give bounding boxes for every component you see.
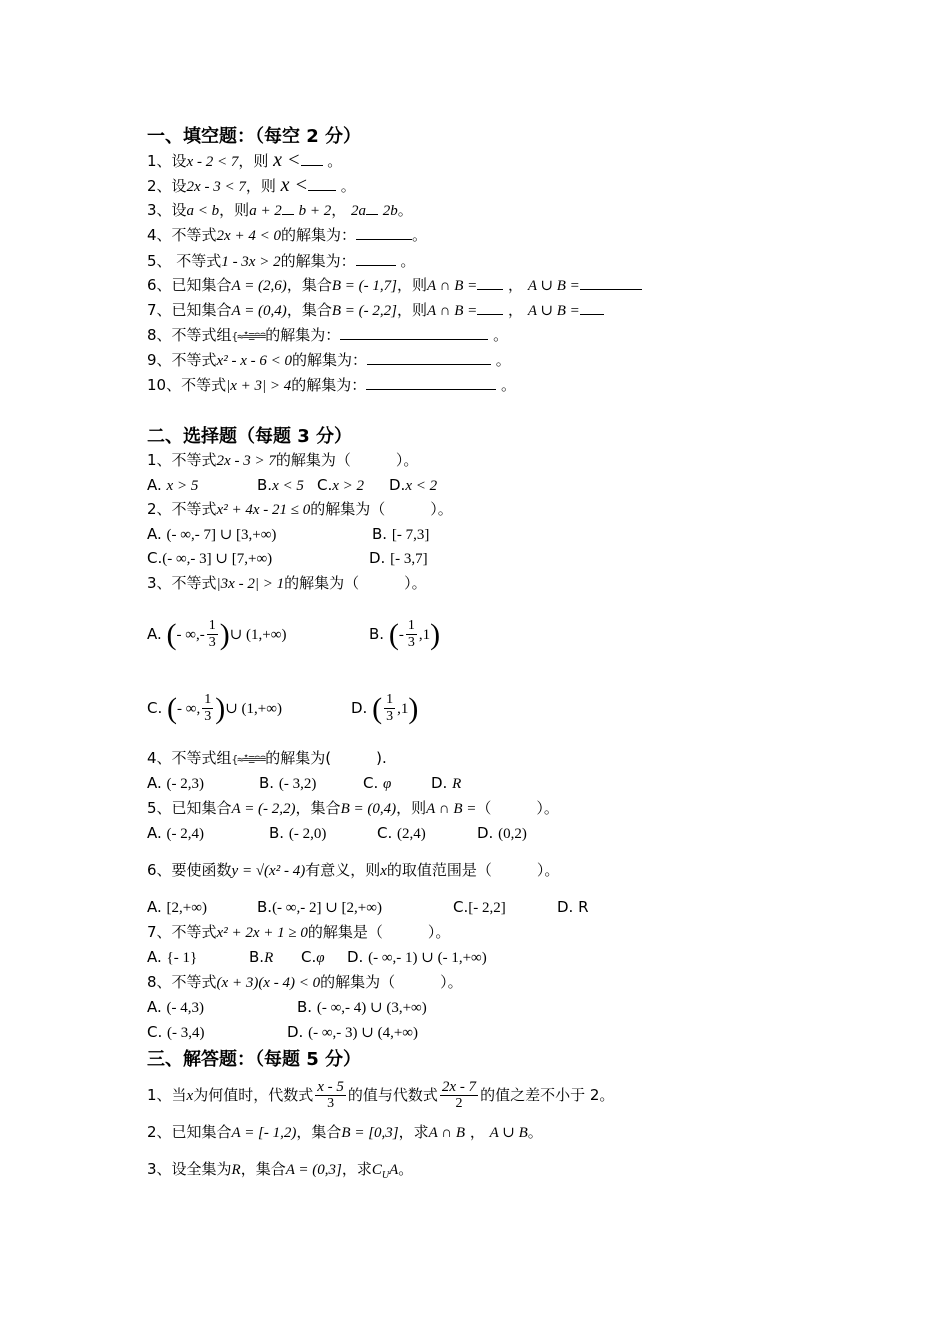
choice-options-3a: A. (- ∞,- $\frac{1}{3}$ )∪ (1,+∞) B. (- $\frac{1}{3}$ ,1) <box>147 617 441 651</box>
choice-question-3: 3、不等式|3x - 2| > 1的解集为（ ）。 <box>147 574 427 592</box>
section-answer-heading: 三、解答题：（每题 5 分） <box>147 1049 362 1070</box>
fill-question-5: 5、 不等式1 - 3x > 2的解集为： 。 <box>147 252 416 270</box>
choice-question-7: 7、不等式x² + 2x + 1 ≥ 0的解集是（ ）。 <box>147 923 451 941</box>
choice-question-2: 2、不等式x² + 4x - 21 ≤ 0的解集为（ ）。 <box>147 500 453 518</box>
answer-blank[interactable] <box>477 274 503 290</box>
choice-options-6: A. [2,+∞) B.(- ∞,- 2] ∪ [2,+∞) C.[- 2,2] D. R <box>147 898 589 916</box>
answer-blank[interactable] <box>580 274 642 290</box>
answer-blank[interactable] <box>367 349 491 365</box>
answer-blank[interactable] <box>282 199 294 215</box>
answer-blank[interactable] <box>356 224 412 240</box>
answer-blank[interactable] <box>308 175 336 191</box>
choice-question-1: 1、不等式2x - 3 > 7的解集为（ ）。 <box>147 451 419 469</box>
section-fill-heading: 一、填空题：（每空 2 分） <box>147 126 362 147</box>
fill-question-9: 9、不等式x² - x - 6 < 0的解集为： 。 <box>147 351 511 369</box>
fill-question-1: 1、设x - 2 < 7，则 x < 。 <box>147 149 343 171</box>
fill-question-8: 8、不等式组{≈≛≣≘≘的解集为： 。 <box>147 326 509 344</box>
answer-question-1: 1、当x为何值时，代数式 $\frac{x - 5}{3}$ 的值与代数式 $\frac{2x - 7}{2}$ 的值之差不小于 2。 <box>147 1079 615 1111</box>
answer-blank[interactable] <box>580 299 604 315</box>
answer-blank[interactable] <box>477 299 503 315</box>
choice-options-3b: C. (- ∞, $\frac{1}{3}$ )∪ (1,+∞) D. ( $\frac{1}{3}$ ,1) <box>147 691 419 725</box>
answer-blank[interactable] <box>356 250 396 266</box>
choice-options-8b: C. (- 3,4) D. (- ∞,- 3) ∪ (4,+∞) <box>147 1023 418 1041</box>
choice-options-8a: A. (- 4,3) B. (- ∞,- 4) ∪ (3,+∞) <box>147 998 427 1016</box>
choice-question-5: 5、已知集合A = (- 2,2)，集合B = (0,4)，则A ∩ B =（ ）。 <box>147 799 559 817</box>
choice-question-4: 4、不等式组{≈≛≣≘≘的解集为( ). <box>147 749 387 767</box>
choice-options-4: A. (- 2,3) B. (- 3,2) C. φ D. R <box>147 774 462 792</box>
fill-question-4: 4、不等式2x + 4 < 0的解集为： 。 <box>147 226 427 244</box>
answer-blank[interactable] <box>366 374 496 390</box>
fill-question-2: 2、设2x - 3 < 7，则 x < 。 <box>147 174 356 196</box>
choice-options-5: A. (- 2,4) B. (- 2,0) C. (2,4) D. (0,2) <box>147 824 527 842</box>
answer-blank[interactable] <box>301 150 323 166</box>
choice-options-2a: A. (- ∞,- 7] ∪ [3,+∞) B. [- 7,3] <box>147 525 430 543</box>
fill-question-7: 7、已知集合A = (0,4)，集合B = (- 2,2]，则A ∩ B = ， A ∪ B = <box>147 299 604 322</box>
answer-question-3: 3、设全集为R，集合A = (0,3]，求$C_UA$。 <box>147 1160 414 1181</box>
fill-question-3: 3、设a < b，则a + 2 b + 2， 2a 2b。 <box>147 201 413 219</box>
answer-question-2: 2、已知集合A = [- 1,2)，集合B = [0,3]，求A ∩ B ， A ∪ B。 <box>147 1123 543 1141</box>
answer-blank[interactable] <box>366 199 378 215</box>
choice-question-8: 8、不等式(x + 3)(x - 4) < 0的解集为（ ）。 <box>147 973 463 991</box>
answer-blank[interactable] <box>340 324 488 340</box>
fill-question-10: 10、不等式|x + 3| > 4的解集为： 。 <box>147 376 517 394</box>
choice-options-7: A. {- 1} B.R C.φ D. (- ∞,- 1) ∪ (- 1,+∞) <box>147 948 487 966</box>
choice-question-6: 6、要使函数y = √(x² - 4)有意义，则x的取值范围是（ ）。 <box>147 861 560 879</box>
section-choice-heading: 二、选择题（每题 3 分） <box>147 426 353 447</box>
choice-options-1: A. x > 5 B.x < 5 C.x > 2 D.x < 2 <box>147 476 438 494</box>
fill-question-6: 6、已知集合A = (2,6)，集合B = (- 1,7]，则A ∩ B = ， A ∪ B = <box>147 274 642 297</box>
choice-options-2b: C.(- ∞,- 3] ∪ [7,+∞) D. [- 3,7] <box>147 549 428 567</box>
